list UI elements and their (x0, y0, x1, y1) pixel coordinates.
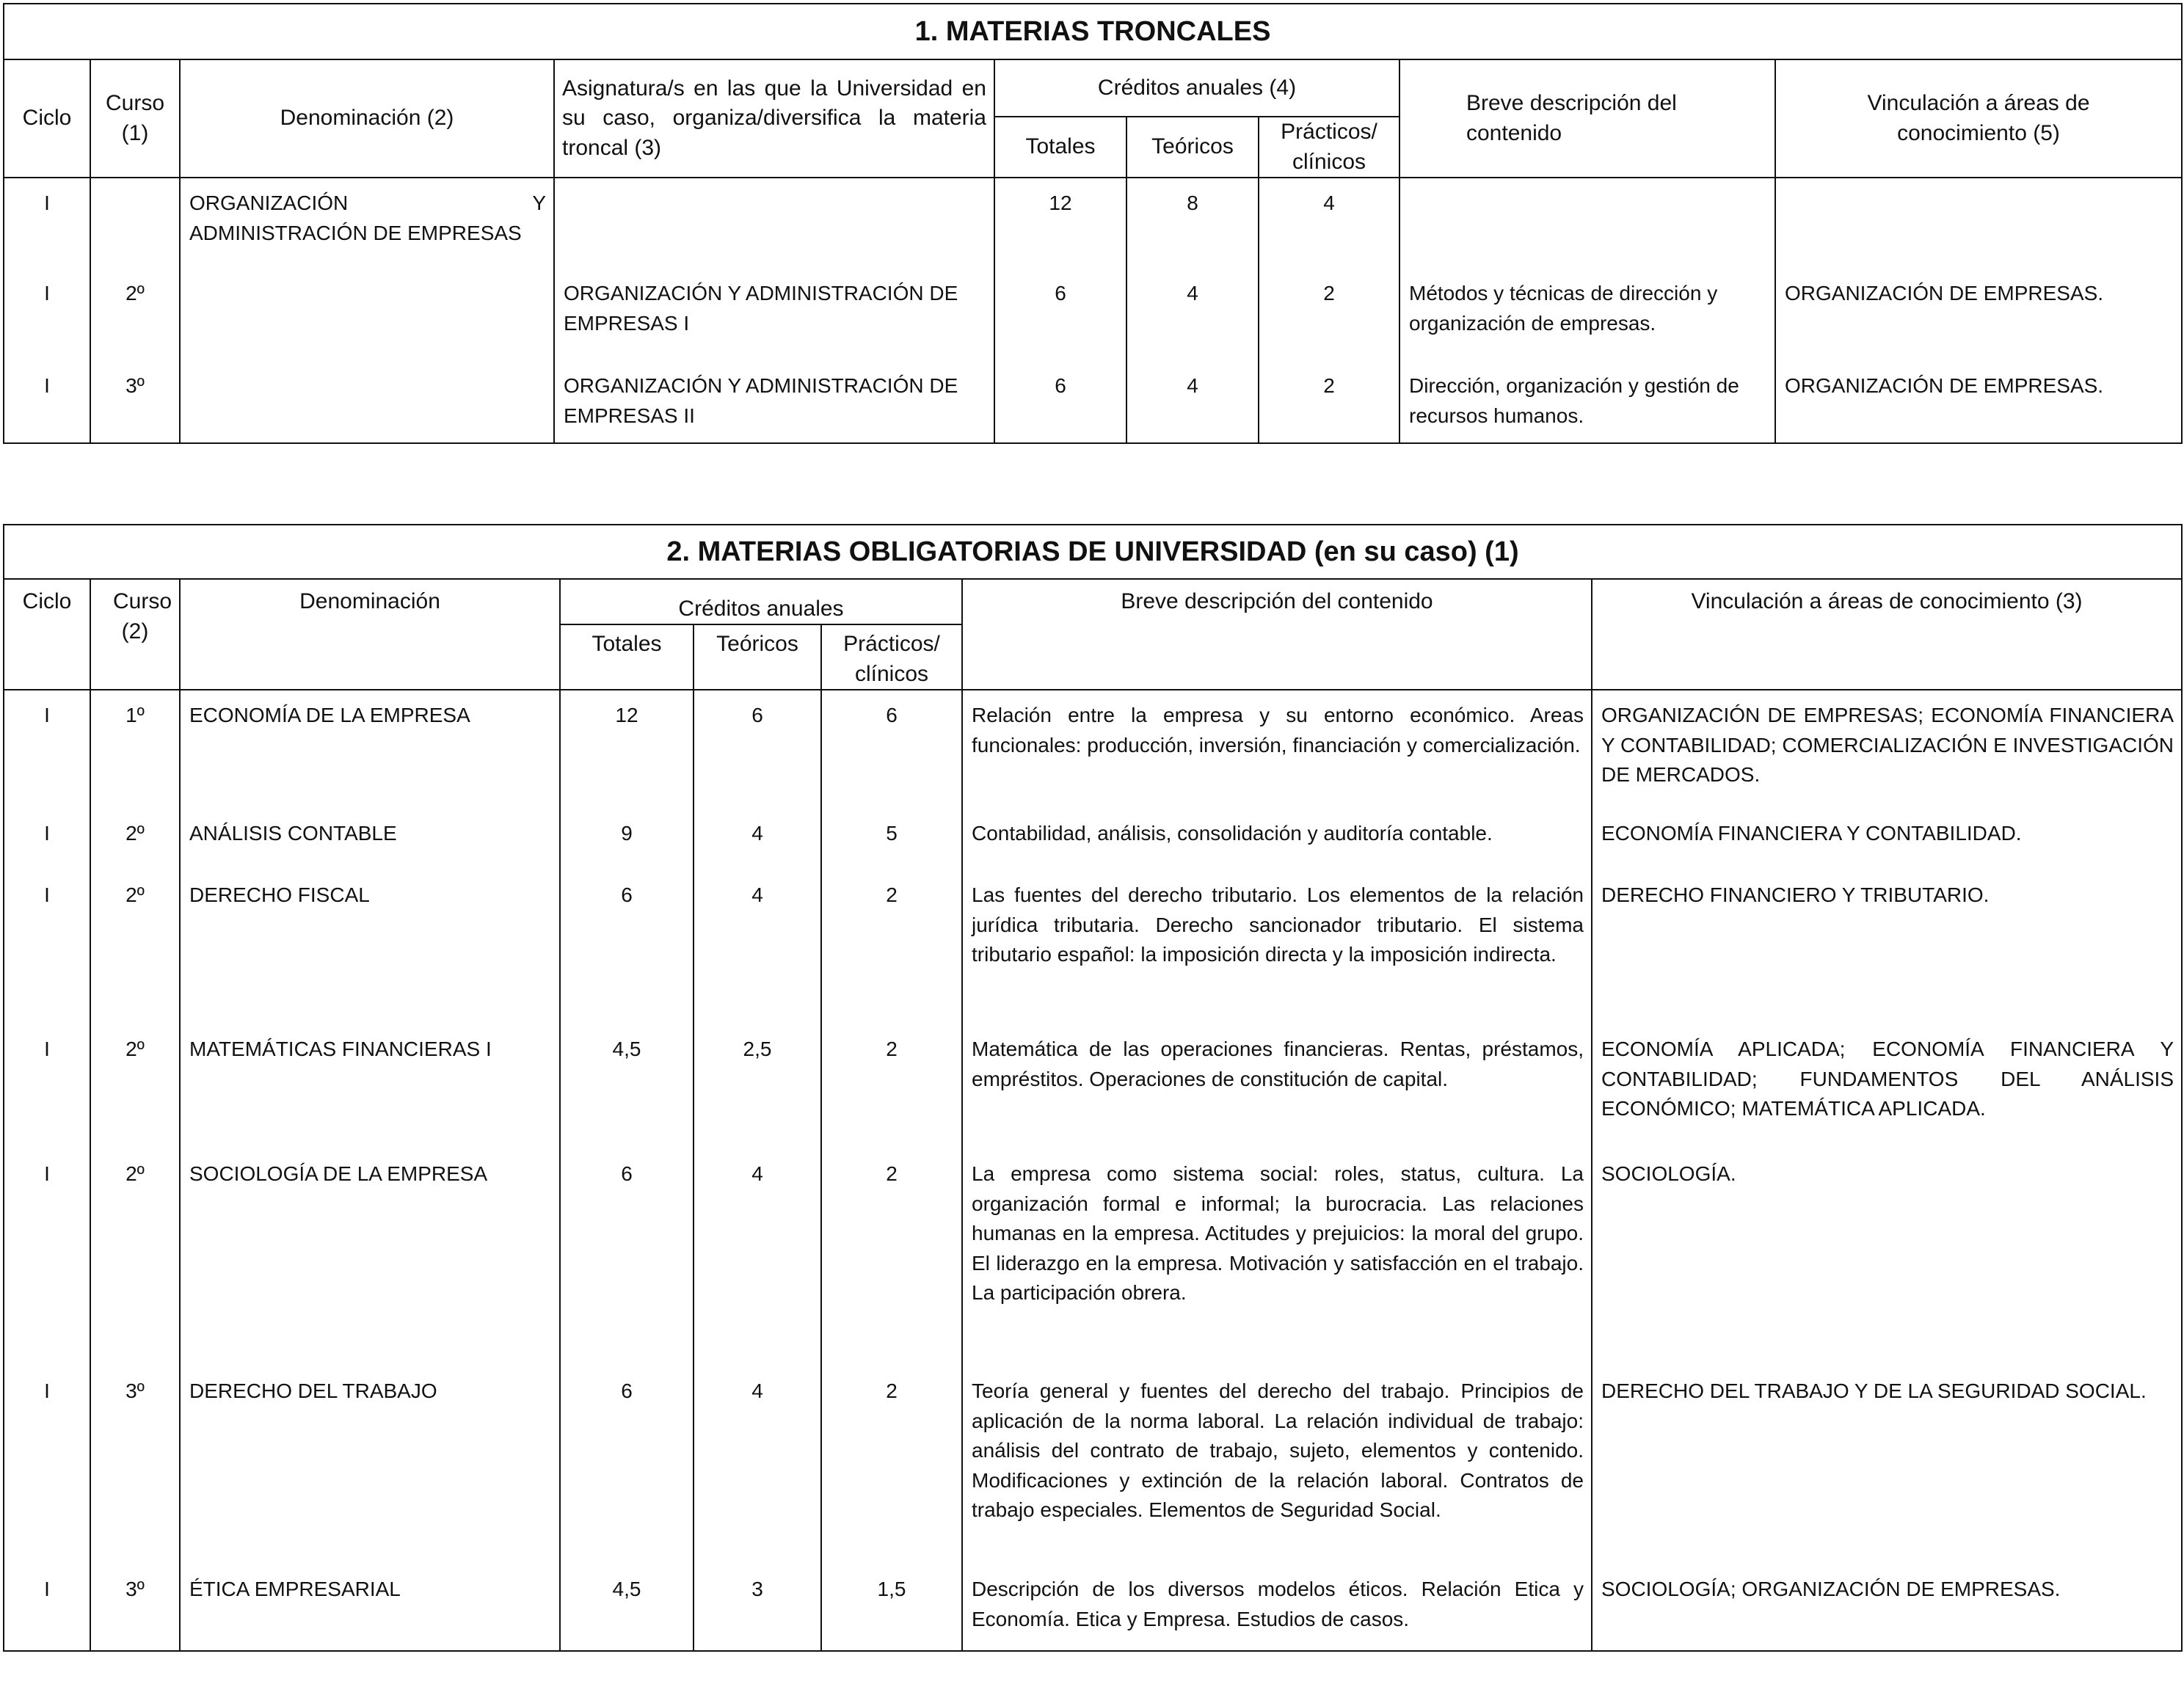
table-row (4, 178, 2182, 269)
cell-ciclo: I (4, 809, 90, 870)
cell-totales: 4,5 (560, 1564, 694, 1651)
cell-practicos: 2 (821, 870, 962, 1024)
cell-ciclo: I (4, 690, 90, 809)
cell-practicos: 1,5 (821, 1564, 962, 1651)
cell-curso (90, 178, 180, 269)
cell-curso: 1º (90, 690, 180, 809)
table-row (4, 690, 2182, 809)
cell-vinculacion: ORGANIZACIÓN DE EMPRESAS; ECONOMÍA FINANCIERA Y CONTABILIDAD; COMERCIALIZACIÓN E INVESTIGACIÓN DE MERCADOS. (1592, 690, 2182, 809)
cell-practicos: 5 (821, 809, 962, 870)
cell-ciclo: I (4, 1149, 90, 1366)
cell-practicos: 2 (1259, 269, 1399, 361)
cell-teoricos: 4 (694, 1149, 821, 1366)
cell-descripcion: Dirección, organización y gestión de recursos humanos. (1399, 361, 1775, 443)
cell-curso: 2º (90, 809, 180, 870)
cell-curso: 2º (90, 1149, 180, 1366)
cell-vinculacion: DERECHO FINANCIERO Y TRIBUTARIO. (1592, 870, 2182, 1024)
cell-vinculacion: SOCIOLOGÍA; ORGANIZACIÓN DE EMPRESAS. (1592, 1564, 2182, 1651)
cell-teoricos: 4 (1126, 361, 1259, 443)
cell-teoricos: 2,5 (694, 1024, 821, 1149)
header-practicos: Prácticos/ clínicos (821, 624, 962, 690)
cell-denominacion: ECONOMÍA DE LA EMPRESA (180, 690, 560, 809)
cell-curso: 3º (90, 1366, 180, 1564)
cell-vinculacion: ORGANIZACIÓN DE EMPRESAS. (1775, 361, 2182, 443)
header-descripcion: Breve descripción del contenido (962, 579, 1592, 690)
cell-descripcion: Las fuentes del derecho tributario. Los elementos de la relación jurídica tributaria. Derecho sancionador tributario. El sistema tributario español: la imposición directa y la imposición indirecta. (962, 870, 1592, 1024)
header-vinculacion: Vinculación a áreas de conocimiento (3) (1592, 579, 2182, 690)
cell-asignatura: ORGANIZACIÓN Y ADMINISTRACIÓN DE EMPRESAS II (554, 361, 994, 443)
cell-descripcion: Relación entre la empresa y su entorno económico. Areas funcionales: producción, inversión, financiación y comercialización. (962, 690, 1592, 809)
cell-totales: 6 (560, 870, 694, 1024)
cell-descripcion: Contabilidad, análisis, consolidación y auditoría contable. (962, 809, 1592, 870)
cell-totales: 6 (994, 269, 1126, 361)
cell-denominacion: DERECHO DEL TRABAJO (180, 1366, 560, 1564)
cell-descripcion: Matemática de las operaciones financieras. Rentas, préstamos, empréstitos. Operaciones de constitución de capital. (962, 1024, 1592, 1149)
cell-descripcion: Descripción de los diversos modelos éticos. Relación Etica y Economía. Etica y Empresa. Estudios de casos. (962, 1564, 1592, 1651)
cell-ciclo: I (4, 178, 90, 269)
header-totales: Totales (994, 117, 1126, 178)
cell-practicos: 6 (821, 690, 962, 809)
cell-practicos: 2 (821, 1024, 962, 1149)
table-row (4, 1366, 2182, 1564)
cell-vinculacion: SOCIOLOGÍA. (1592, 1149, 2182, 1366)
cell-practicos: 2 (821, 1149, 962, 1366)
cell-curso: 3º (90, 361, 180, 443)
cell-totales: 12 (560, 690, 694, 809)
header-curso: Curso (1) (90, 59, 180, 178)
header-denominacion: Denominación (2) (180, 59, 554, 178)
header-teoricos: Teóricos (1126, 117, 1259, 178)
cell-curso: 2º (90, 1024, 180, 1149)
cell-practicos: 4 (1259, 178, 1399, 269)
cell-denominacion: ANÁLISIS CONTABLE (180, 809, 560, 870)
header-descripcion: Breve descripción del contenido (1399, 59, 1775, 178)
cell-totales: 6 (560, 1366, 694, 1564)
header-totales: Totales (560, 624, 694, 690)
cell-denominacion: SOCIOLOGÍA DE LA EMPRESA (180, 1149, 560, 1366)
cell-vinculacion: ORGANIZACIÓN DE EMPRESAS. (1775, 269, 2182, 361)
cell-descripcion: Métodos y técnicas de dirección y organización de empresas. (1399, 269, 1775, 361)
cell-totales: 6 (994, 361, 1126, 443)
header-teoricos: Teóricos (694, 624, 821, 690)
cell-asignatura (554, 178, 994, 269)
cell-teoricos: 4 (694, 870, 821, 1024)
cell-denominacion: DERECHO FISCAL (180, 870, 560, 1024)
cell-curso: 2º (90, 269, 180, 361)
table-row (4, 870, 2182, 1024)
cell-curso: 2º (90, 870, 180, 1024)
cell-denominacion: ORGANIZACIÓN Y ADMINISTRACIÓN DE EMPRESAS (180, 178, 554, 269)
cell-totales: 4,5 (560, 1024, 694, 1149)
table-row (4, 1024, 2182, 1149)
cell-ciclo: I (4, 269, 90, 361)
cell-ciclo: I (4, 1024, 90, 1149)
materias-troncales-table (3, 3, 2183, 444)
table-row (4, 269, 2182, 361)
cell-practicos: 2 (1259, 361, 1399, 443)
header-denominacion: Denominación (180, 579, 560, 690)
cell-ciclo: I (4, 1564, 90, 1651)
cell-descripcion: Teoría general y fuentes del derecho del trabajo. Principios de aplicación de la norma laboral. La relación individual de trabajo: análisis del contrato de trabajo, sujeto, elementos y contenido. Modificaciones y extinción de la relación laboral. Contratos de trabajo especiales. Elementos de Seguridad Social. (962, 1366, 1592, 1564)
cell-totales: 6 (560, 1149, 694, 1366)
header-vinculacion: Vinculación a áreas de conocimiento (5) (1775, 59, 2182, 178)
cell-vinculacion (1775, 178, 2182, 269)
cell-ciclo: I (4, 361, 90, 443)
cell-vinculacion: ECONOMÍA FINANCIERA Y CONTABILIDAD. (1592, 809, 2182, 870)
cell-vinculacion: ECONOMÍA APLICADA; ECONOMÍA FINANCIERA Y CONTABILIDAD; FUNDAMENTOS DEL ANÁLISIS ECONÓMICO; MATEMÁTICA APLICADA. (1592, 1024, 2182, 1149)
table-row (4, 361, 2182, 443)
header-ciclo: Ciclo (4, 579, 90, 690)
cell-ciclo: I (4, 870, 90, 1024)
cell-teoricos: 4 (1126, 269, 1259, 361)
cell-descripcion: La empresa como sistema social: roles, status, cultura. La organización formal e informal; la burocracia. Las relaciones humanas en la empresa. Actitudes y prejuicios: la moral del grupo. El liderazgo en la empresa. Motivación y satisfacción en el trabajo. La participación obrera. (962, 1149, 1592, 1366)
cell-denominacion (180, 269, 554, 361)
cell-descripcion (1399, 178, 1775, 269)
header-asignaturas: Asignatura/s en las que la Universidad en su caso, organiza/diversifica la materia troncal (3) (554, 59, 994, 178)
cell-asignatura: ORGANIZACIÓN Y ADMINISTRACIÓN DE EMPRESAS I (554, 269, 994, 361)
table-row (4, 1564, 2182, 1651)
header-curso: Curso (2) (90, 579, 180, 690)
header-creditos: Créditos anuales (560, 579, 962, 624)
obligatorias-title: 2. MATERIAS OBLIGATORIAS DE UNIVERSIDAD (en su caso) (1) (4, 525, 2182, 579)
cell-teoricos: 3 (694, 1564, 821, 1651)
cell-curso: 3º (90, 1564, 180, 1651)
cell-teoricos: 8 (1126, 178, 1259, 269)
cell-denominacion: ÉTICA EMPRESARIAL (180, 1564, 560, 1651)
cell-vinculacion: DERECHO DEL TRABAJO Y DE LA SEGURIDAD SOCIAL. (1592, 1366, 2182, 1564)
cell-teoricos: 4 (694, 1366, 821, 1564)
table-row (4, 1149, 2182, 1366)
materias-obligatorias-table (3, 524, 2183, 1652)
cell-teoricos: 4 (694, 809, 821, 870)
cell-denominacion (180, 361, 554, 443)
cell-teoricos: 6 (694, 690, 821, 809)
cell-denominacion: MATEMÁTICAS FINANCIERAS I (180, 1024, 560, 1149)
header-ciclo: Ciclo (4, 59, 90, 178)
table-row (4, 809, 2182, 870)
header-creditos: Créditos anuales (4) (994, 59, 1399, 117)
header-practicos: Prácticos/ clínicos (1259, 117, 1399, 178)
cell-ciclo: I (4, 1366, 90, 1564)
cell-practicos: 2 (821, 1366, 962, 1564)
troncales-title: 1. MATERIAS TRONCALES (4, 4, 2182, 59)
cell-totales: 9 (560, 809, 694, 870)
cell-totales: 12 (994, 178, 1126, 269)
